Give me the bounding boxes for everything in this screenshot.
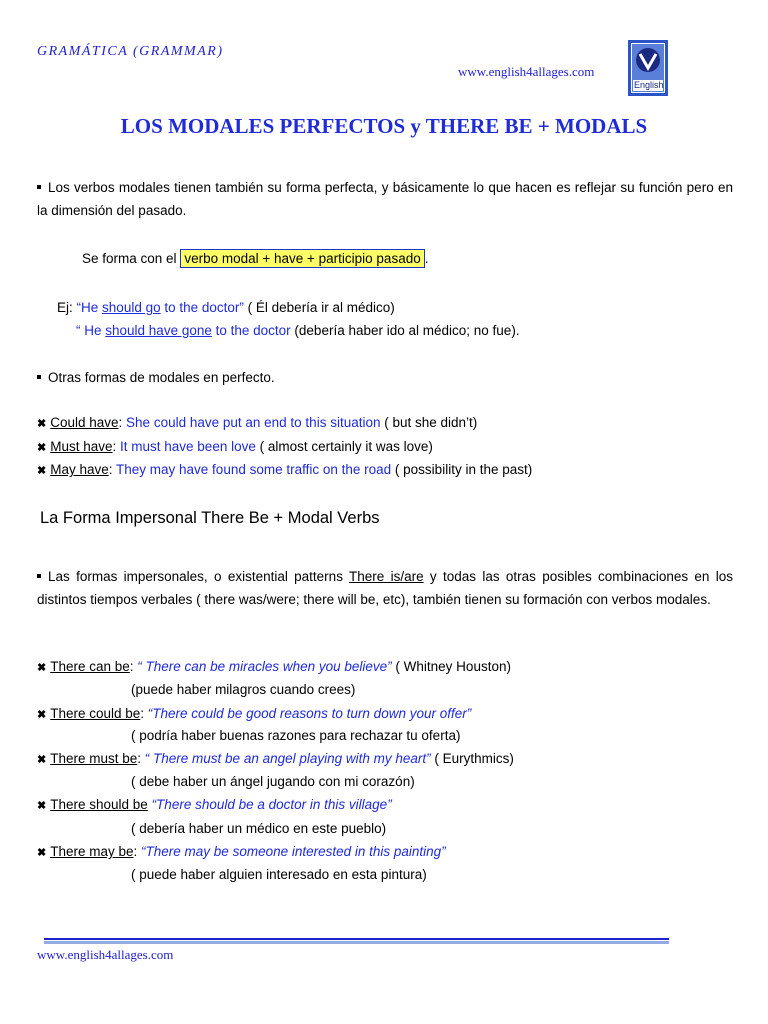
section-heading: La Forma Impersonal There Be + Modal Verbs: [40, 509, 380, 527]
square-bullet-icon: [37, 185, 41, 189]
list-item: ✖ Must have: It must have been love ( almost certainly it was love): [37, 438, 433, 457]
x-bullet-icon: ✖: [37, 465, 47, 477]
intro-text: Los verbos modales tienen también su forma perfecta, y básicamente lo que hacen es reflejar su función pero en la dimensión del pasado.: [37, 180, 733, 218]
x-bullet-icon: ✖: [37, 709, 47, 721]
list-item: ✖ There must be: “ There must be an angel playing with my heart” ( Eurythmics): [37, 750, 514, 769]
example-2: “ He should have gone to the doctor (debería haber ido al médico; no fue).: [76, 323, 520, 338]
translation: ( debe haber un ángel jugando con mi corazón): [131, 774, 415, 789]
translation: ( puede haber alguien interesado en esta pintura): [131, 867, 427, 882]
english-logo: [628, 40, 668, 96]
square-bullet-icon: [37, 574, 41, 578]
section-label: GRAMÁTICA (GRAMMAR): [37, 44, 224, 59]
formation-prefix: Se forma con el: [82, 251, 177, 266]
intro-paragraph: [37, 176, 733, 222]
list-item: ✖ There may be: “There may be someone interested in this painting”: [37, 843, 446, 862]
x-bullet-icon: ✖: [37, 662, 47, 674]
list-item: ✖ May have: They may have found some traffic on the road ( possibility in the past): [37, 461, 532, 480]
footer-website-link[interactable]: www.english4allages.com: [37, 947, 174, 962]
x-bullet-icon: ✖: [37, 442, 47, 454]
list-item: ✖ There can be: “ There can be miracles when you believe” ( Whitney Houston): [37, 658, 511, 677]
ej-label: Ej:: [57, 300, 73, 315]
list-item: ✖ Could have: She could have put an end to this situation ( but she didn’t): [37, 414, 477, 433]
formation-highlight: verbo modal + have + participio pasado: [180, 249, 424, 268]
page-title: LOS MODALES PERFECTOS y THERE BE + MODALS: [120, 114, 648, 138]
example-1: Ej: “He should go to the doctor” ( Él debería ir al médico): [57, 300, 395, 315]
translation: (puede haber milagros cuando crees): [131, 682, 356, 697]
formation-suffix: .: [424, 251, 429, 266]
translation: ( podría haber buenas razones para rechazar tu oferta): [131, 728, 461, 743]
list-item: ✖ There should be “There should be a doctor in this village”: [37, 796, 392, 815]
other-forms-intro: Otras formas de modales en perfecto.: [37, 369, 275, 387]
translation: ( debería haber un médico en este pueblo): [131, 821, 387, 836]
x-bullet-icon: ✖: [37, 754, 47, 766]
formation-line: [82, 250, 428, 268]
x-bullet-icon: ✖: [37, 847, 47, 859]
header-website-link[interactable]: www.english4allages.com: [458, 64, 595, 79]
logo-label: English: [634, 80, 664, 90]
footer-divider: [44, 938, 669, 944]
impersonal-paragraph: Las formas impersonales, o existential patterns There is/are y todas las otras posibles combinaciones en los distintos tiempos verbales ( there was/were; there will be, etc), también tienen su formación con verbos modales.: [37, 569, 733, 607]
list-item: ✖ There could be: “There could be good reasons to turn down your offer”: [37, 705, 471, 724]
x-bullet-icon: ✖: [37, 418, 47, 430]
square-bullet-icon: [37, 375, 41, 379]
x-bullet-icon: ✖: [37, 800, 47, 812]
